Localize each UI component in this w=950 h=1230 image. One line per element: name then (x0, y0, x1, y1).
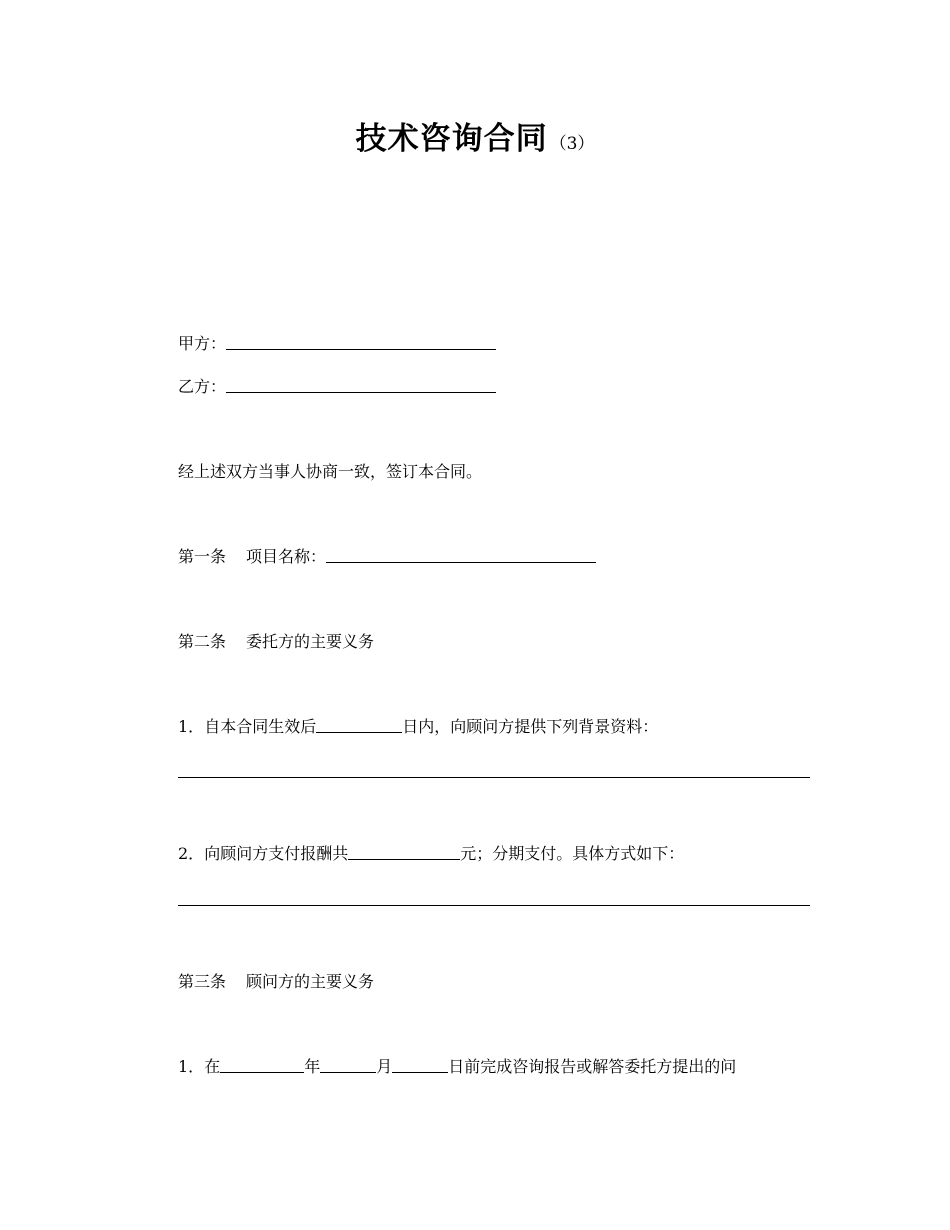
party-b-line (178, 375, 496, 399)
days-blank[interactable] (316, 715, 402, 733)
article2-heading (178, 630, 374, 654)
party-b-label: 乙方： (178, 377, 227, 396)
article2-item1-after: 日内，向顾问方提供下列背景资料： (402, 717, 659, 736)
title-main: 技术咨询合同 (355, 121, 548, 157)
article3-heading-text: 顾问方的主要义务 (246, 972, 375, 991)
article2-item2-before: 向顾问方支付报酬共 (204, 844, 349, 863)
article2-item2-number: 2． (178, 844, 205, 863)
article2-number: 第二条 (178, 632, 227, 651)
payment-amount-blank[interactable] (348, 842, 460, 860)
title-sub: （3） (549, 134, 595, 154)
article3-heading (178, 970, 374, 994)
party-a-blank[interactable] (226, 332, 496, 350)
intro-text: 经上述双方当事人协商一致，签订本合同。 (178, 462, 483, 481)
article3-item1-after: 日前完成咨询报告或解答委托方提出的问 (448, 1057, 737, 1076)
payment-method-fill-line[interactable] (178, 905, 810, 906)
article3-item1-year: 年 (304, 1057, 321, 1076)
article2-item1-before: 自本合同生效后 (204, 717, 317, 736)
party-a-line (178, 332, 496, 356)
day-blank[interactable] (392, 1055, 448, 1073)
article1-line (178, 545, 596, 569)
year-blank[interactable] (220, 1055, 304, 1073)
article2-heading-text: 委托方的主要义务 (246, 632, 375, 651)
article2-item2 (178, 842, 684, 866)
party-b-blank[interactable] (226, 375, 496, 393)
article3-item1-number: 1． (178, 1057, 205, 1076)
article3-item1-month: 月 (376, 1057, 393, 1076)
document-title (0, 113, 950, 158)
background-materials-fill-line[interactable] (178, 777, 810, 778)
month-blank[interactable] (320, 1055, 376, 1073)
article2-item1 (178, 715, 658, 739)
article2-item2-after: 元；分期支付。具体方式如下： (460, 844, 685, 863)
article3-item1 (178, 1055, 736, 1079)
article1-label: 项目名称： (246, 547, 327, 566)
article3-number: 第三条 (178, 972, 227, 991)
article2-item1-number: 1． (178, 717, 205, 736)
article3-item1-before: 在 (204, 1057, 221, 1076)
project-name-blank[interactable] (326, 545, 596, 563)
article1-number: 第一条 (178, 547, 227, 566)
party-a-label: 甲方： (178, 334, 227, 353)
